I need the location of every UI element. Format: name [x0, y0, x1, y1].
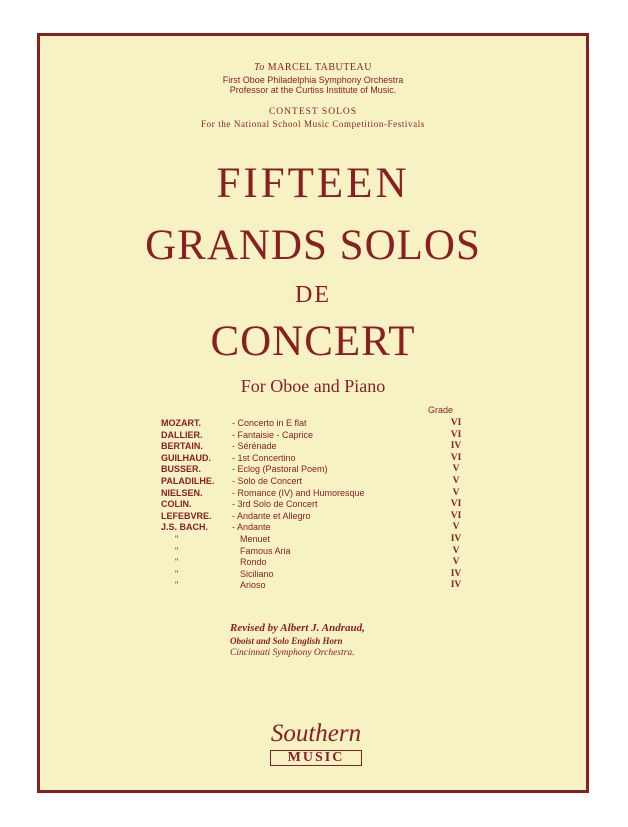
piece-row — [161, 453, 471, 465]
piece-work: - Andante — [232, 522, 271, 533]
piece-grade: V — [452, 545, 460, 556]
piece-work: - Fantaisie - Caprice — [232, 429, 314, 440]
piece-composer: " — [175, 557, 179, 568]
piece-work: - Concerto in E flat — [232, 418, 307, 428]
piece-composer: LEFEBVRE. — [161, 510, 212, 521]
reviser-line-2: Oboist and Solo English Horn — [230, 636, 343, 646]
piece-row — [161, 476, 471, 488]
title-line-4: CONCERT — [210, 318, 416, 365]
piece-composer: " — [175, 580, 179, 591]
piece-composer: NIELSEN. — [161, 487, 203, 498]
piece-work: Arioso — [240, 580, 266, 591]
piece-grade: V — [452, 557, 460, 568]
piece-grade: IV — [450, 441, 462, 452]
piece-row — [161, 511, 471, 523]
piece-composer: " — [175, 533, 179, 544]
title-line-3: DE — [295, 282, 331, 308]
piece-work: - 1st Concertino — [232, 452, 296, 463]
publisher-logo-top: Southern — [270, 720, 362, 747]
piece-work: Famous Aria — [240, 545, 291, 556]
dedication-line-2: First Oboe Philadelphia Symphony Orchestra — [222, 75, 404, 85]
piece-grade: V — [452, 487, 460, 498]
piece-composer: BUSSER. — [161, 464, 202, 475]
piece-grade: VI — [450, 510, 462, 521]
dedication-line-3: Professor at the Curtiss Institute of Music. — [229, 85, 397, 95]
piece-row — [161, 499, 471, 511]
piece-row — [161, 464, 471, 476]
contest-subtitle: For the National School Music Competition-Festivals — [201, 119, 425, 129]
piece-grade: V — [452, 464, 460, 475]
title-line-1: FIFTEEN — [216, 160, 410, 207]
title-line-2: GRANDS SOLOS — [145, 222, 481, 269]
piece-work: Siciliano — [240, 568, 274, 579]
publisher-logo-bottom: MUSIC — [270, 750, 362, 766]
instrument-subtitle: For Oboe and Piano — [240, 376, 386, 396]
dedication-to: To — [254, 62, 265, 73]
piece-grade: IV — [450, 580, 462, 591]
piece-row — [161, 546, 471, 558]
piece-row — [161, 441, 471, 453]
piece-grade: VI — [450, 452, 462, 463]
piece-composer: " — [175, 568, 179, 579]
piece-row — [161, 418, 471, 430]
piece-work: - Solo de Concert — [232, 475, 303, 486]
piece-row — [161, 534, 471, 546]
reviser-line-3: Cincinnati Symphony Orchestra. — [230, 648, 355, 658]
piece-work: - Romance (IV) and Humoresque — [232, 487, 365, 498]
grade-header: Grade — [428, 405, 454, 415]
piece-composer: DALLIER. — [161, 429, 203, 440]
piece-work: - Andante et Allegro — [232, 510, 311, 521]
dedication-line-1 — [40, 62, 586, 73]
cover-page — [37, 33, 589, 793]
piece-work: - 3rd Solo de Concert — [232, 499, 318, 510]
piece-row — [161, 430, 471, 442]
piece-composer: PALADILHE. — [161, 475, 215, 486]
piece-grade: V — [452, 522, 460, 533]
piece-composer: COLIN. — [161, 499, 192, 510]
piece-work: - Sérénade — [232, 441, 277, 452]
piece-work: Menuet — [240, 533, 271, 544]
piece-row — [161, 580, 471, 592]
piece-grade: VI — [450, 499, 462, 510]
piece-composer: J.S. BACH. — [161, 522, 209, 533]
reviser-line-1: Revised by Albert J. Andraud, — [230, 622, 365, 634]
piece-composer: BERTAIN. — [161, 441, 203, 452]
piece-row — [161, 522, 471, 534]
publisher-logo — [262, 720, 370, 770]
piece-row — [161, 557, 471, 569]
piece-list — [161, 418, 471, 592]
piece-composer: MOZART. — [161, 418, 201, 428]
piece-grade: V — [452, 475, 460, 486]
piece-row — [161, 488, 471, 500]
piece-work: Rondo — [240, 557, 267, 568]
contest-title: CONTEST SOLOS — [268, 107, 358, 117]
piece-composer: " — [175, 545, 179, 556]
dedicatee-name: MARCEL TABUTEAU — [267, 62, 372, 73]
piece-row — [161, 569, 471, 581]
piece-grade: VI — [450, 418, 462, 428]
piece-composer: GUILHAUD. — [161, 452, 211, 463]
piece-grade: IV — [450, 568, 462, 579]
piece-grade: VI — [450, 429, 462, 440]
piece-work: - Eclog (Pastoral Poem) — [232, 464, 328, 475]
piece-grade: IV — [450, 533, 462, 544]
